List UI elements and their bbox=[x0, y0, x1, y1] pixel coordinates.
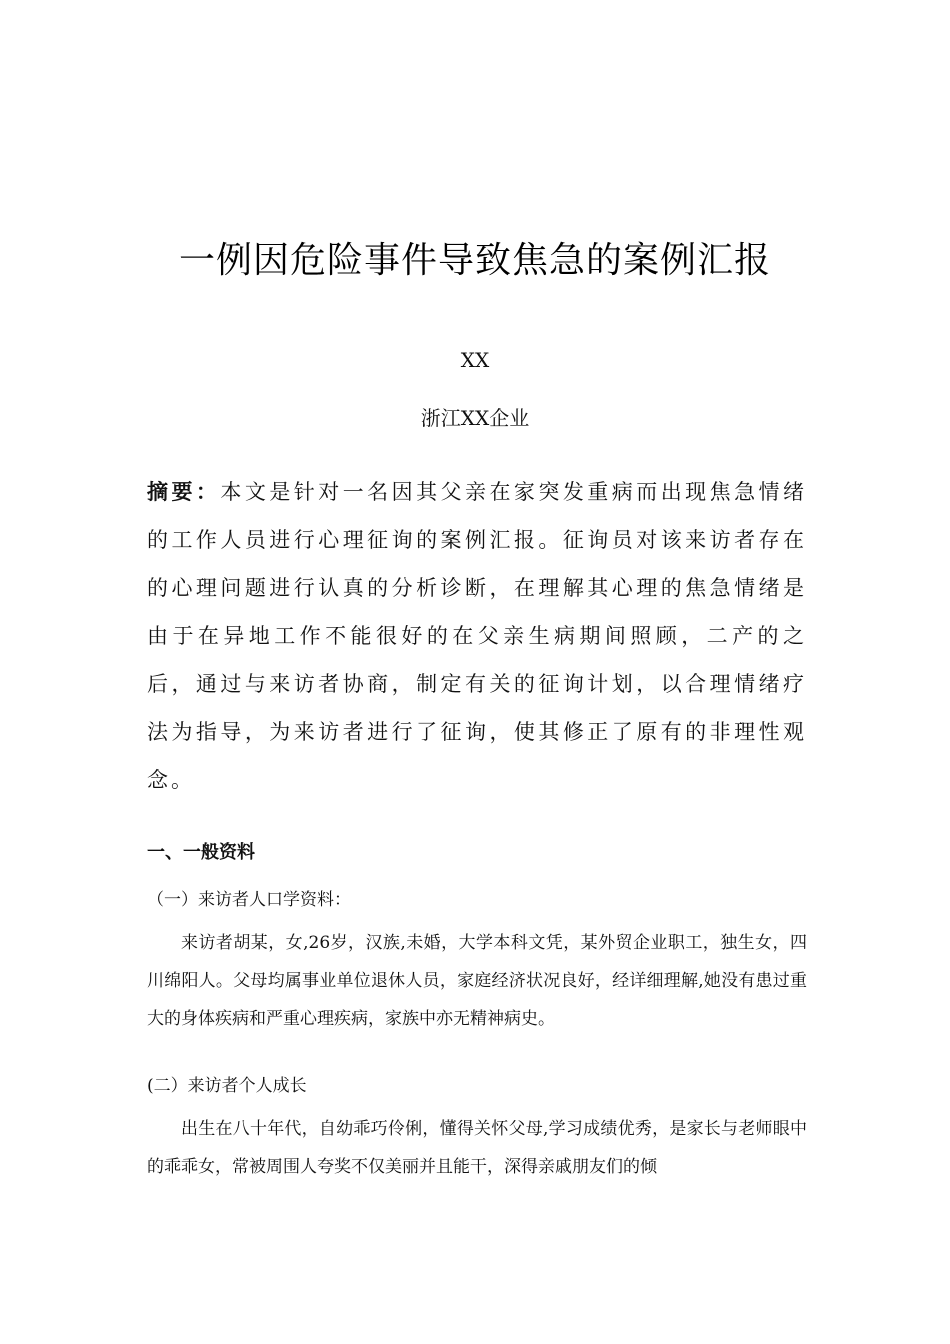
demographics-paragraph: 来访者胡某，女,26岁，汉族,未婚，大学本科文凭，某外贸企业职工，独生女，四川绵阳人。父母均属事业单位退休人员，家庭经济状况良好，经详细理解,她没有患过重大的身体疾病和严重心理疾病，家族中亦无精神病史。 bbox=[147, 933, 807, 1029]
author-organization: 浙江XX企业 bbox=[420, 406, 530, 430]
author-name: XX bbox=[460, 348, 490, 372]
document-title: 一例因危险事件导致焦急的案例汇报 bbox=[178, 240, 771, 281]
abstract-text: 本文是针对一名因其父亲在家突发重病而出现焦急情绪的工作人员进行心理征询的案例汇报。征询员对该来访者存在的心理问题进行认真的分析诊断，在理解其心理的焦急情绪是由于在异地工作不能很好的在父亲生病期间照顾，二产的之后，通过与来访者协商，制定有关的征询计划，以合理情绪疗法为指导，为来访者进行了征询，使其修正了原有的非理性观念。 bbox=[147, 480, 808, 792]
abstract-paragraph bbox=[147, 468, 807, 804]
section-heading-general-info: 一、一般资料 bbox=[147, 842, 255, 863]
personal-growth-paragraph: 出生在八十年代，自幼乖巧伶俐，懂得关怀父母,学习成绩优秀，是家长与老师眼中的乖乖女，常被周围人夸奖不仅美丽并且能干，深得亲戚朋友们的倾 bbox=[147, 1119, 807, 1177]
subsection-heading-demographics: （一）来访者人口学资料： bbox=[147, 890, 351, 910]
subsection-heading-personal-growth: (二）来访者个人成长 bbox=[147, 1076, 307, 1096]
abstract-label: 摘要： bbox=[147, 480, 221, 504]
